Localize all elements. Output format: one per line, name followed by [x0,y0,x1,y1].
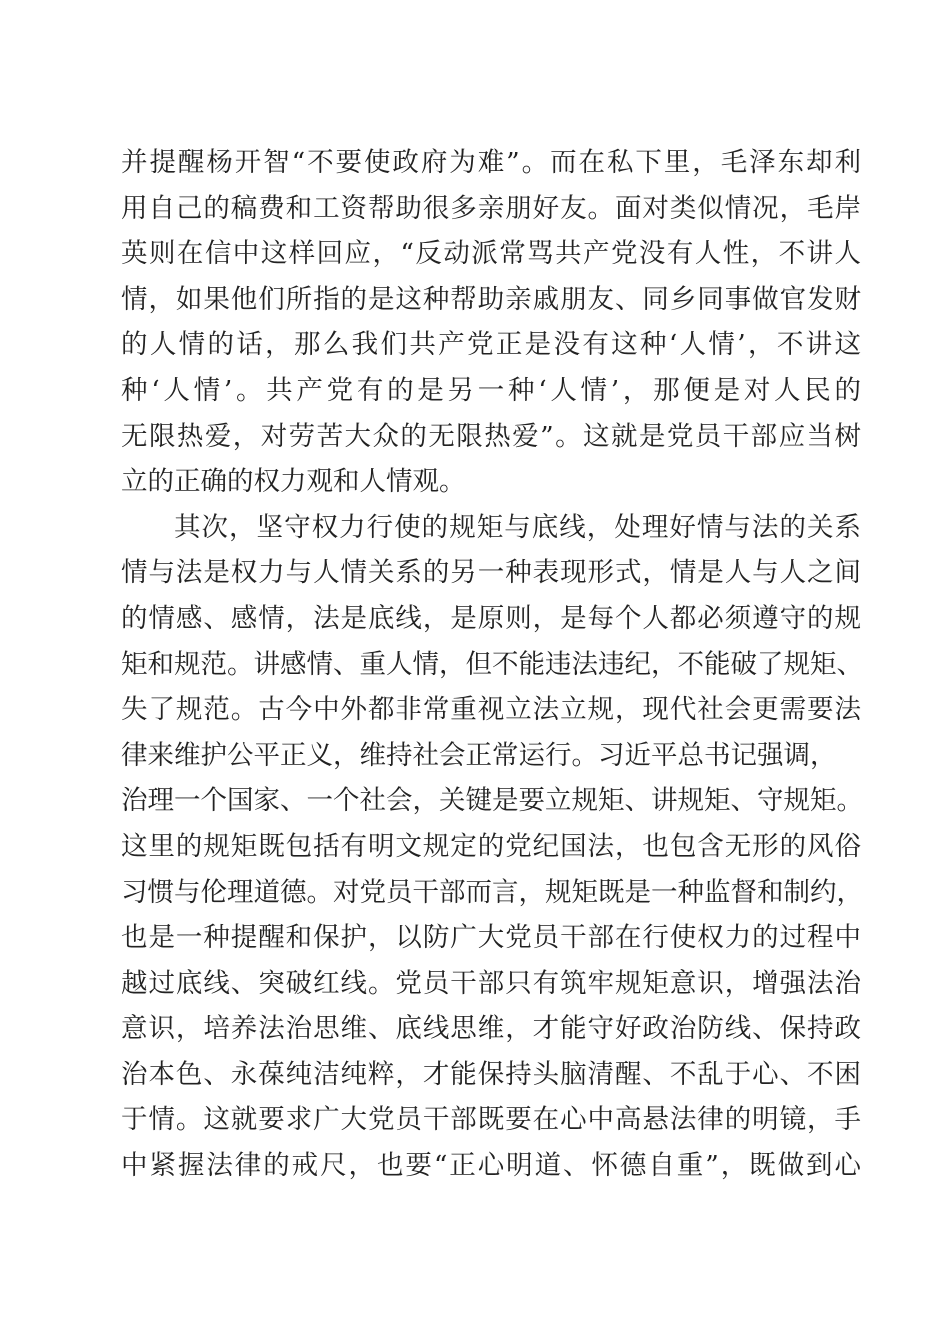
text-line: 立的正确的权力观和人情观。 [121,466,466,498]
text-line: 律来维护公平正义，维持社会正常运行。习近平总书记强调， [121,739,837,771]
text-line: 并提醒杨开智“不要使政府为难”。而在私下里，毛泽东却利 [121,147,861,178]
text-line: 用自己的稿费和工资帮助很多亲朋好友。面对类似情况，毛岸 [121,192,861,224]
text-line: 的人情的话，那么我们共产党正是没有这种‘人情’，不讲这 [121,329,861,361]
text-line: 失了规范。古今中外都非常重视立法立规，现代社会更需要法 [121,694,861,726]
text-line: 于情。这就要求广大党员干部既要在心中高悬法律的明镜，手 [121,1104,861,1136]
text-line: 的情感、感情，法是底线，是原则，是每个人都必须遵守的规 [121,602,861,634]
text-line: 种‘人情’。共产党有的是另一种‘人情’，那便是对人民的 [121,374,861,406]
text-line: 习惯与伦理道德。对党员干部而言，规矩既是一种监督和制约， [121,876,863,908]
text-line: 意识，培养法治思维、底线思维，才能守好政治防线、保持政 [121,1013,861,1045]
text-line: 这里的规矩既包括有明文规定的党纪国法，也包含无形的风俗 [121,830,861,862]
text-line: 中紧握法律的戒尺，也要“正心明道、怀德自重”，既做到心 [121,1150,861,1182]
text-line: 越过底线、突破红线。党员干部只有筑牢规矩意识，增强法治 [121,967,861,999]
text-line: 治本色、永葆纯洁纯粹，才能保持头脑清醒、不乱于心、不困 [121,1058,861,1090]
text-line: 治理一个国家、一个社会，关键是要立规矩、讲规矩、守规矩。 [121,785,863,817]
paragraph-heading-line: 其次，坚守权力行使的规矩与底线，处理好情与法的关系 [174,511,861,543]
text-line: 情，如果他们所指的是这种帮助亲戚朋友、同乡同事做官发财 [121,283,861,315]
text-line: 也是一种提醒和保护，以防广大党员干部在行使权力的过程中 [121,922,861,954]
text-line: 无限热爱，对劳苦大众的无限热爱”。这就是党员干部应当树 [121,420,861,452]
text-line: 英则在信中这样回应，“反动派常骂共产党没有人性，不讲人 [121,238,861,270]
text-line: 矩和规范。讲感情、重人情，但不能违法违纪，不能破了规矩、 [121,648,863,680]
text-line: 情与法是权力与人情关系的另一种表现形式，情是人与人之间 [121,557,861,589]
body-text [121,140,861,1189]
